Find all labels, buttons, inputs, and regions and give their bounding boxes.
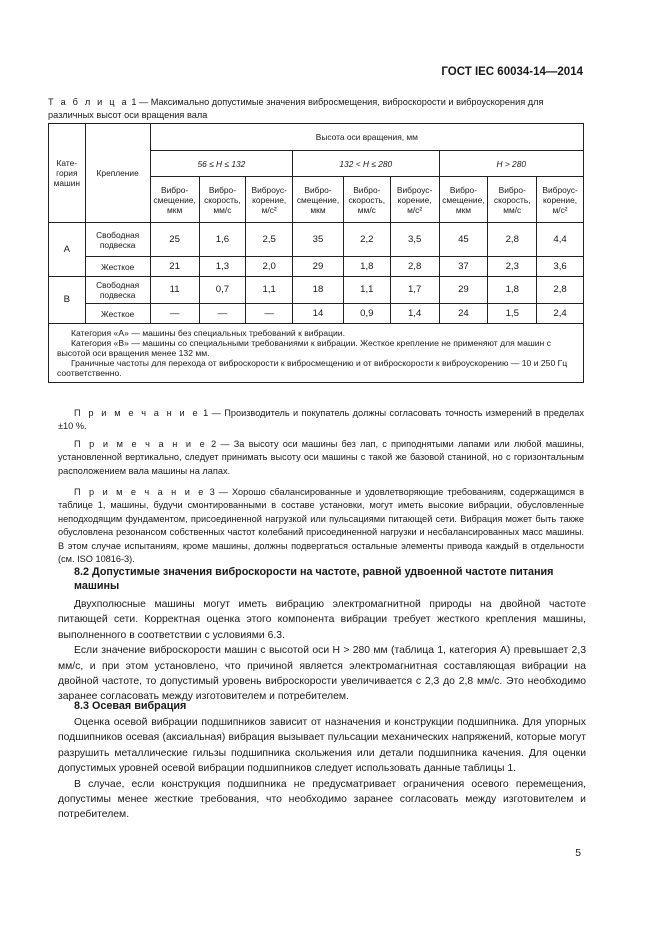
table-row [49,257,584,277]
header-velocity: Вибро- скорость, мм/с [199,177,246,223]
value-cell: 1,5 [488,304,537,324]
note-category-a: Категория «А» — машины без специальных требований к вибрации. [71,328,345,338]
table-row [49,223,584,257]
value-cell: 2,8 [488,223,537,257]
value-cell: 1,8 [488,277,537,304]
value-cell: 1,1 [343,277,390,304]
value-cell: 24 [439,304,488,324]
header-range-1: 56 ≤ H ≤ 132 [150,151,292,177]
table-notes-row [49,324,584,383]
section-8-3-heading: 8.3 Осевая вибрация [74,700,187,712]
value-cell: 29 [293,257,344,277]
table-caption-text: 1 — Максимально допустимые значения виброcмещения, виброскорости и виброускорения для различных высот оси вращения вала [48,97,544,120]
mount-cell: Жесткое [85,304,150,324]
note-text: 3 — Хорошо сбалансированные и удовлетворяющие требованиям, содержащимся в таблице 1, машины, будучи смонтированными в составе установки, могут иметь высокие вибрации, обусловленные неподходящим фундаментом, присоединенной нагрузкой или пульсациями питающей сети. Вибрация может быть также обусловлена резонансом собственных частот колебаний присоединенной нагрузки и несбалансированных масс машины. В этом случае испытаниям, кроме машины, должны подвергаться остальные элементы привода каждый в отдельности (см. ISO 10816-3). [58,487,584,565]
value-cell: 35 [293,223,344,257]
note-category-b: Категория «В» — машины со специальными требованиями к вибрации. Жесткое крепление не применяют для машин с высотой оси вращения менее 132 мм. [57,338,551,358]
table-caption-label: Т а б л и ц а [48,97,129,107]
header-range-3: H > 280 [439,151,583,177]
header-acceleration: Виброус- корение, м/с² [537,177,584,223]
header-axis-height: Высота оси вращения, мм [150,124,583,151]
section-8-2-body [58,597,586,705]
value-cell: 1,8 [343,257,390,277]
value-cell: 37 [439,257,488,277]
header-displacement: Вибро- смещение, мкм [439,177,488,223]
table-caption [48,96,584,121]
value-cell: 1,4 [390,304,439,324]
note-frequencies: Граничные частоты для перехода от виброскорости к виброcмещению и от виброскорости к виброускорению — 10 и 250 Гц соответственно. [57,358,568,378]
value-cell: 1,6 [199,223,246,257]
value-cell: 11 [150,277,199,304]
mount-cell: Свободная подвеска [85,223,150,257]
value-cell: 2,8 [390,257,439,277]
value-cell: 14 [293,304,344,324]
note-label: П р и м е ч а н и е [74,487,206,497]
header-velocity: Вибро- скорость, мм/с [488,177,537,223]
category-cell: A [49,223,86,277]
vibration-limits-table [48,123,584,383]
value-cell: 2,8 [537,277,584,304]
section-8-2-heading: 8.2 Допустимые значения виброскорости на частоте, равной удвоенной частоте питания машины [74,566,554,592]
header-displacement: Вибро- смещение, мкм [293,177,344,223]
table-row [49,277,584,304]
category-cell: B [49,277,86,324]
paragraph: Если значение виброскорости машин с высотой оси H > 280 мм (таблица 1, категория А) превышает 2,3 мм/с, и при этом установлено, что причиной является электромагнитная составляющая вибрации на двойной частоте, то допустимый уровень виброскорости увеличивается с 2,3 до 2,8 мм/с. Это необходимо заранее согласовать между изготовителем и потребителем. [58,645,586,703]
value-cell: 2,2 [343,223,390,257]
note-1 [58,407,584,434]
note-text: 1 — Производитель и покупатель должны согласовать точность измерений в пределах ±10 %. [58,408,584,432]
note-label: П р и м е ч а н и е [74,408,200,418]
standard-number: ГОСТ IEC 60034-14—2014 [441,66,583,78]
section-8-3-body [58,715,586,823]
value-cell: 18 [293,277,344,304]
value-cell: 2,0 [246,257,293,277]
value-cell: 1,7 [390,277,439,304]
header-velocity: Вибро- скорость, мм/с [343,177,390,223]
mount-cell: Жесткое [85,257,150,277]
header-range-2: 132 < H ≤ 280 [293,151,439,177]
value-cell: 21 [150,257,199,277]
value-cell: 45 [439,223,488,257]
paragraph: Двухполюсные машины могут иметь вибрацию электромагнитной природы на двойной частоте питающей сети. Корректная оценка этого компонента вибрации требует жесткого крепления машины, выполненного в соответствии с условиями 6.3. [58,599,586,641]
note-2 [58,438,584,478]
value-cell: 3,5 [390,223,439,257]
header-acceleration: Виброус- корение, м/с² [390,177,439,223]
note-3 [58,486,584,566]
value-cell: 4,4 [537,223,584,257]
paragraph: В случае, если конструкция подшипника не предусматривает ограничения осевого перемещения, допустимы менее жесткие требования, что необходимо заранее согласовать между изготовителем и потребителем. [58,778,586,821]
value-cell: 0,7 [199,277,246,304]
value-cell: 1,1 [246,277,293,304]
value-cell: 29 [439,277,488,304]
paragraph: Оценка осевой вибрации подшипников зависит от назначения и конструкции подшипника. Для упорных подшипников осевая (аксиальная) вибрация вызывает пульсации механических напряжений, которые могут разрушить металлические гильзы подшипника скольжения или детали подшипника качения. Для оценки допустимых уровней осевой вибрации подшипников следует использовать данные таблицы 1. [58,717,586,775]
table-notes [49,324,584,383]
value-cell: 3,6 [537,257,584,277]
header-displacement: Вибро- смещение, мкм [150,177,199,223]
value-cell: 2,3 [488,257,537,277]
value-cell: — [150,304,199,324]
note-label: П р и м е ч а н и е [74,439,207,449]
table-row [49,304,584,324]
mount-cell: Свободная подвеска [85,277,150,304]
note-text: 2 — За высоту оси машины без лап, с приподнятыми лапами или любой машины, установленной вертикально, следует принимать высоту оси машины с такой же базовой станиной, но с горизонтальным расположением вала машины на лапах. [58,439,584,476]
value-cell: 2,5 [246,223,293,257]
header-mount: Крепление [85,124,150,223]
value-cell: — [199,304,246,324]
page-number: 5 [575,848,581,859]
header-acceleration: Виброус- корение, м/с² [246,177,293,223]
value-cell: 0,9 [343,304,390,324]
value-cell: 25 [150,223,199,257]
value-cell: 2,4 [537,304,584,324]
value-cell: — [246,304,293,324]
header-category: Кате- гория машин [49,124,86,223]
value-cell: 1,3 [199,257,246,277]
